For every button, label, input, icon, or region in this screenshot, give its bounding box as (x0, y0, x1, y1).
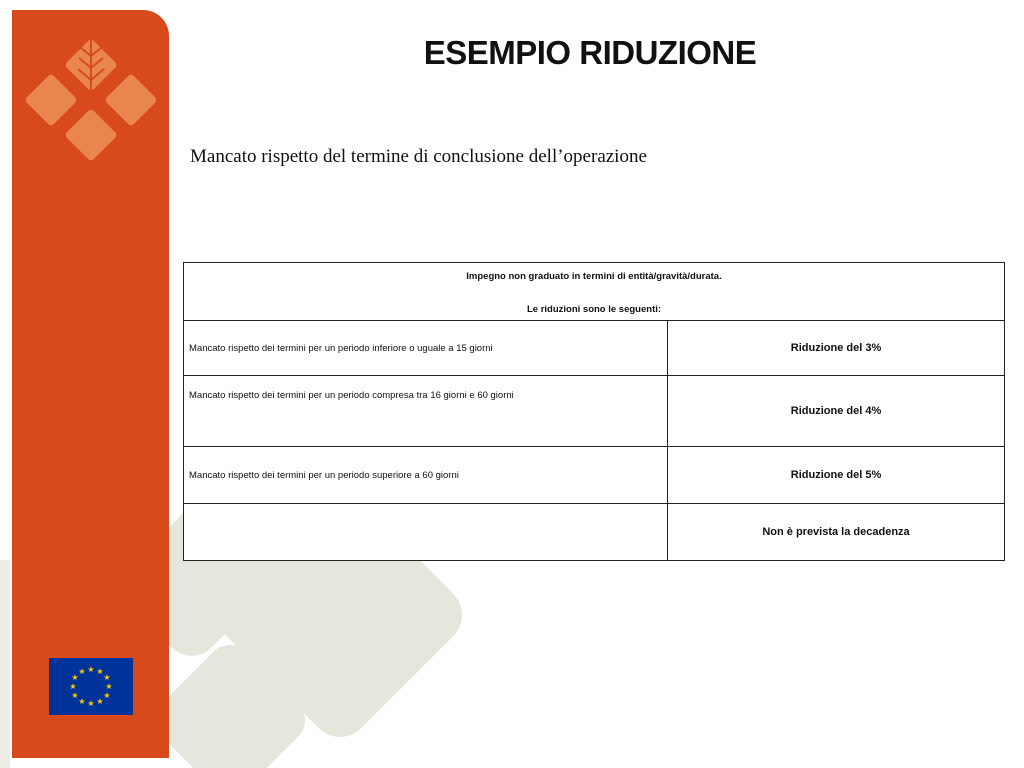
svg-text:★: ★ (103, 673, 111, 682)
result-cell: Non è prevista la decadenza (668, 504, 1005, 561)
leaf-flower-logo-icon (26, 36, 156, 162)
table-header-line2: Le riduzioni sono le seguenti: (526, 303, 662, 315)
svg-text:★: ★ (71, 691, 79, 700)
svg-text:★: ★ (103, 691, 111, 700)
condition-cell (184, 504, 668, 561)
page-title: ESEMPIO RIDUZIONE (423, 34, 757, 71)
svg-text:★: ★ (69, 682, 77, 691)
svg-text:★: ★ (87, 665, 95, 674)
table-row (184, 447, 1005, 504)
slide-subtitle: Mancato rispetto del termine di conclusione dell’operazione (190, 146, 647, 167)
svg-text:★: ★ (96, 667, 104, 676)
svg-text:★: ★ (105, 682, 113, 691)
table-header-row (184, 263, 1005, 321)
condition-cell: Mancato rispetto dei termini per un periodo inferiore o uguale a 15 giorni (184, 321, 668, 376)
eu-flag-icon (49, 658, 133, 715)
condition-cell: Mancato rispetto dei termini per un periodo compresa tra 16 giorni e 60 giorni (184, 376, 668, 447)
table-row (184, 376, 1005, 447)
svg-text:★: ★ (96, 697, 104, 706)
condition-cell: Mancato rispetto dei termini per un periodo superiore a 60 giorni (184, 447, 668, 504)
result-cell: Riduzione del 5% (668, 447, 1005, 504)
svg-text:★: ★ (78, 667, 86, 676)
svg-text:★: ★ (71, 673, 79, 682)
result-cell: Riduzione del 4% (668, 376, 1005, 447)
table-header-cell (184, 263, 1005, 321)
svg-text:★: ★ (78, 697, 86, 706)
result-cell: Riduzione del 3% (668, 321, 1005, 376)
table-header-line1: Impegno non graduato in termini di entità/gravità/durata. (466, 270, 722, 282)
svg-text:★: ★ (87, 699, 95, 708)
table-row (184, 321, 1005, 376)
table-row (184, 504, 1005, 561)
reduction-table (183, 262, 1005, 561)
